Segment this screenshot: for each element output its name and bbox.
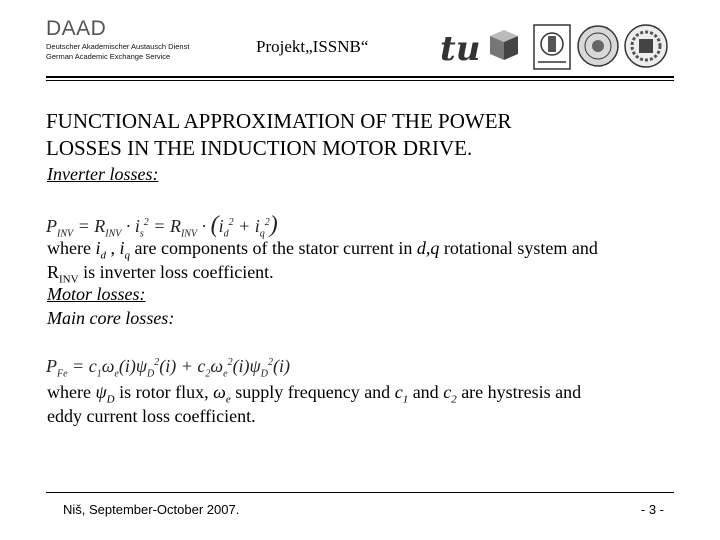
partner-logos [438,22,678,72]
daad-subtitle-de: Deutscher Akademischer Austausch Dienst [46,42,190,51]
rosette-logo [625,25,667,67]
daad-logo-text: DAAD [46,17,107,40]
university-emblem-logo [534,25,570,69]
svg-text:tu: tu [440,29,481,69]
daad-subtitle-en: German Academic Exchange Service [46,52,171,61]
seal-logo [578,26,618,66]
main-core-losses-heading: Main core losses: [47,308,175,328]
project-title: Projekt„ISSNB“ [256,37,369,56]
inverter-description-line-2: $R_{INV}$ is inverter loss coefficient. [47,262,274,286]
footer-place-date: Niš, September-October 2007. [63,502,240,517]
inverter-description-line-1: where $i_d$ , $i_q$ are components of the stator current in d,q rotational system and [47,238,598,262]
motor-losses-heading: Motor losses: [47,284,146,304]
footer-rule [46,492,674,493]
page-number: - 3 - [640,502,664,517]
core-loss-formula: $P_{Fe} = c_1\omega_e(i)\psi_D^2(i) + c_2\omega_e^2(i)\psi_D^2(i)$ [46,356,290,380]
slide-title-line-1: FUNCTIONAL APPROXIMATION OF THE POWER [46,109,512,133]
tu-logo [440,29,480,69]
header-rule-thin [46,80,674,81]
inverter-loss-formula: $P_{INV} = R_{INV} \cdot i_s^2 = R_{INV} \cdot (i_d^2 + i_q^2)$ [46,212,278,240]
slide-title [46,108,686,162]
slide-title-line-2: LOSSES IN THE INDUCTION MOTOR DRIVE. [46,136,473,160]
motor-description-line-2: eddy current loss coefficient. [47,406,256,426]
cube-logo [490,30,518,60]
header-rule-thick [46,76,674,78]
motor-description-line-1: where $\psi_D$ is rotor flux, $\omega_e$ supply frequency and $c_1$ and $c_2$ are hystresis and [47,382,582,406]
inverter-losses-heading: Inverter losses: [47,164,159,184]
